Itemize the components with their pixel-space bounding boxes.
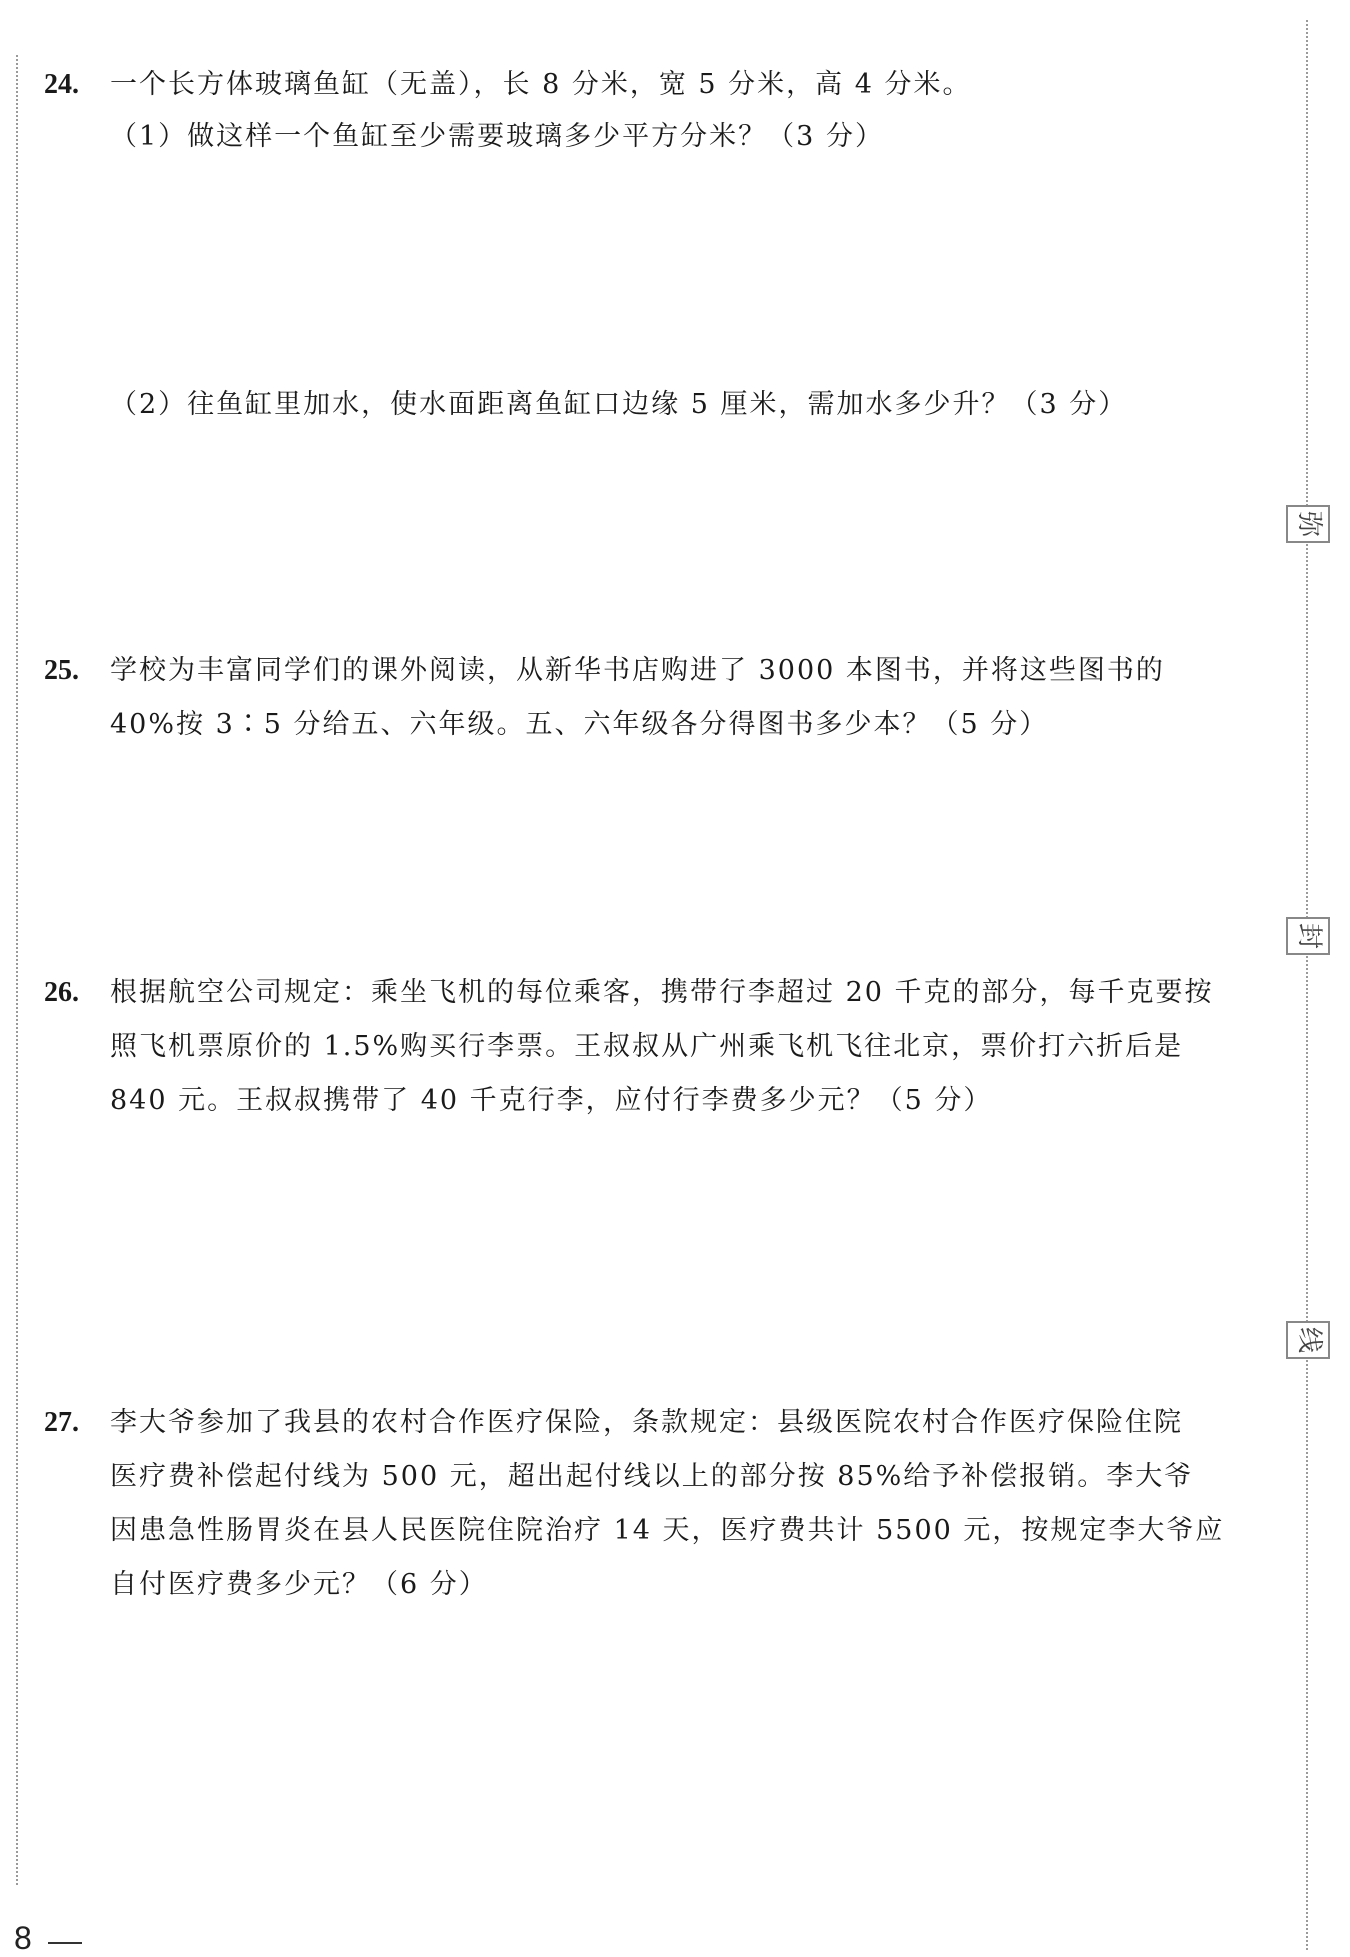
left-binding-line — [16, 55, 18, 1885]
question-number: 27. — [44, 1407, 79, 1438]
question-line — [44, 644, 1284, 698]
question-text: 李大爷参加了我县的农村合作医疗保险，条款规定：县级医院农村合作医疗保险住院 — [110, 1407, 1183, 1438]
binding-mark-feng: 封 — [1286, 917, 1330, 955]
question-27 — [44, 1396, 1284, 1612]
question-line — [44, 966, 1284, 1020]
question-24-part-1: （1）做这样一个鱼缸至少需要玻璃多少平方分米？（3 分） — [110, 121, 884, 152]
question-number: 24. — [44, 69, 79, 100]
binding-mark-mi: 弥 — [1286, 505, 1330, 543]
question-line: 840 元。王叔叔携带了 40 千克行李，应付行李费多少元？（5 分） — [110, 1085, 993, 1116]
question-line: 因患急性肠胃炎在县人民医院住院治疗 14 天，医疗费共计 5500 元，按规定李大爷应 — [110, 1515, 1225, 1546]
question-number: 26. — [44, 977, 79, 1008]
question-24 — [44, 58, 1284, 112]
question-line — [44, 1396, 1284, 1450]
question-line: 40%按 3∶5 分给五、六年级。五、六年级各分得图书多少本？（5 分） — [110, 709, 1049, 740]
question-text: 学校为丰富同学们的课外阅读，从新华书店购进了 3000 本图书，并将这些图书的 — [110, 655, 1165, 686]
binding-mark-xian: 线 — [1286, 1321, 1330, 1359]
page-number: 8 — [14, 1920, 32, 1956]
page-number-dash — [48, 1942, 82, 1944]
question-line: 照飞机票原价的 1.5%购买行李票。王叔叔从广州乘飞机飞往北京，票价打六折后是 — [110, 1031, 1184, 1062]
question-line: 自付医疗费多少元？（6 分） — [110, 1569, 488, 1600]
question-number: 25. — [44, 655, 79, 686]
question-26 — [44, 966, 1284, 1128]
question-text: 根据航空公司规定：乘坐飞机的每位乘客，携带行李超过 20 千克的部分，每千克要按 — [110, 977, 1214, 1008]
right-binding-line — [1306, 20, 1308, 1950]
question-24-part-2: （2）往鱼缸里加水，使水面距离鱼缸口边缘 5 厘米，需加水多少升？（3 分） — [110, 389, 1128, 420]
question-line: 医疗费补偿起付线为 500 元，超出起付线以上的部分按 85%给予补偿报销。李大爷 — [110, 1461, 1194, 1492]
question-text: 一个长方体玻璃鱼缸（无盖），长 8 分米，宽 5 分米，高 4 分米。 — [110, 69, 972, 100]
question-25 — [44, 644, 1284, 752]
